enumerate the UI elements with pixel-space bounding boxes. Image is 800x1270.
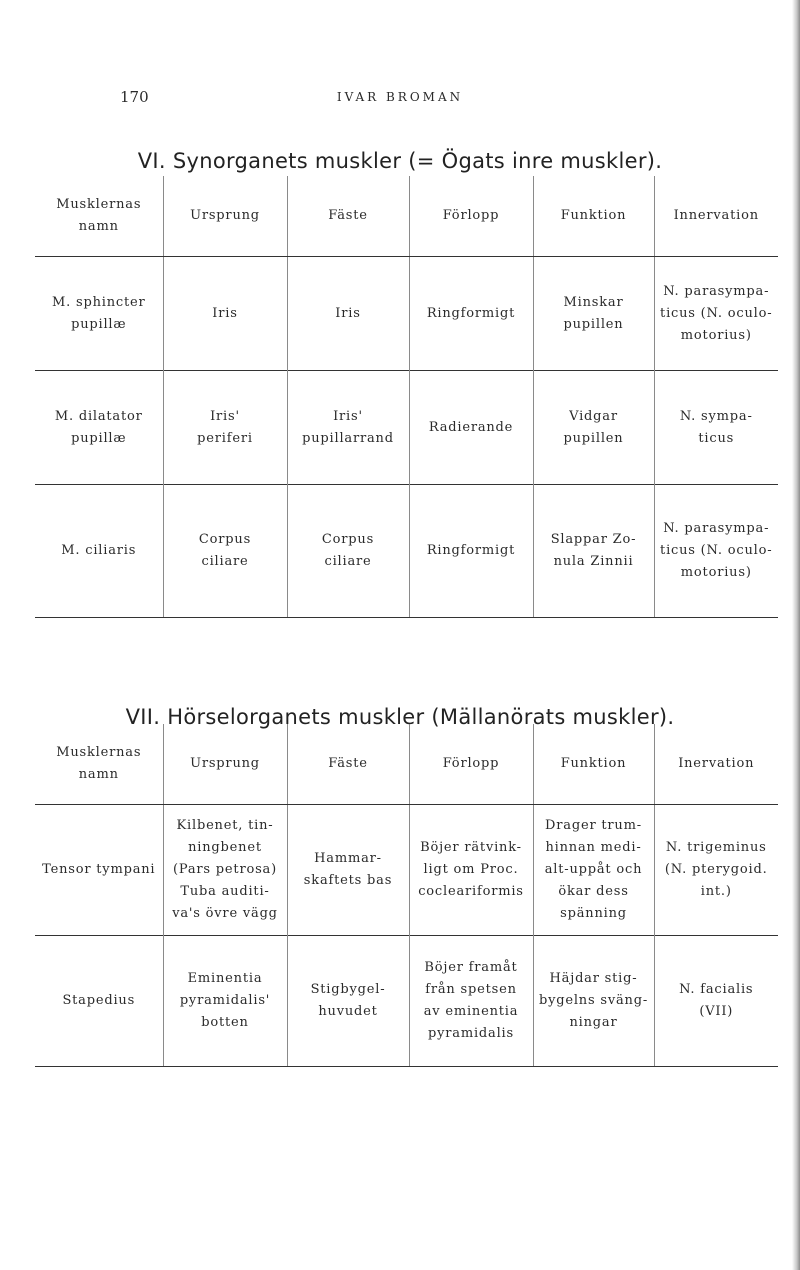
table-cell: Vidgar pupillen <box>533 371 654 485</box>
table-cell: N. parasympa- ticus (N. oculo- motorius) <box>654 485 778 618</box>
eye-muscles-table <box>35 176 778 618</box>
table-cell: Ringformigt <box>409 485 533 618</box>
table-cell: Hammar- skaftets bas <box>287 805 409 936</box>
table-cell: Drager trum- hinnan medi- alt-uppåt och ökar dess spänning <box>533 805 654 936</box>
table-row <box>35 485 778 618</box>
table-cell: N. facialis (VII) <box>654 936 778 1067</box>
table-row <box>35 936 778 1067</box>
column-header: Innervation <box>654 176 778 257</box>
table-cell: N. trigeminus (N. pterygoid. int.) <box>654 805 778 936</box>
column-header: Musklernas namn <box>35 176 163 257</box>
table-cell: M. sphincter pupillæ <box>52 294 146 332</box>
table-header-row <box>35 724 778 805</box>
table-header-row <box>35 176 778 257</box>
column-header: Fäste <box>287 724 409 805</box>
table-cell: Kilbenet, tin- ningbenet (Pars petrosa) Tuba auditi- va's övre vägg <box>163 805 287 936</box>
section-vii-title: VII. Hörselorganets muskler (Mällanörats muskler). <box>125 705 675 730</box>
column-header: Ursprung <box>163 724 287 805</box>
table-cell: N. sympa- ticus <box>654 371 778 485</box>
table-cell: Iris <box>287 257 409 371</box>
table-cell: Stigbygel- huvudet <box>287 936 409 1067</box>
table-cell: Corpus ciliare <box>287 485 409 618</box>
table-cell: Iris <box>163 257 287 371</box>
table-cell: Stapedius <box>35 936 163 1067</box>
table-row <box>35 805 778 936</box>
column-header: Förlopp <box>409 724 533 805</box>
column-header: Förlopp <box>409 176 533 257</box>
table-row <box>35 371 778 485</box>
table-cell: Iris' periferi <box>163 371 287 485</box>
column-header: Funktion <box>533 176 654 257</box>
page-edge-shadow <box>792 0 800 1270</box>
table-cell: Minskar pupillen <box>533 257 654 371</box>
column-header: Inervation <box>654 724 778 805</box>
table-cell: Slappar Zo- nula Zinnii <box>533 485 654 618</box>
running-head: IVAR BROMAN <box>336 90 464 104</box>
table-cell: Tensor tympani <box>42 862 156 877</box>
table-cell: Iris' pupillarrand <box>287 371 409 485</box>
table-row <box>35 257 778 371</box>
table-cell: Corpus ciliare <box>163 485 287 618</box>
page-number: 170 <box>120 88 149 106</box>
table-cell: Ringformigt <box>409 257 533 371</box>
table-cell: Häjdar stig- bygelns sväng- ningar <box>533 936 654 1067</box>
column-header: Fäste <box>287 176 409 257</box>
column-header: Musklernas namn <box>35 724 163 805</box>
table-cell: Radierande <box>409 371 533 485</box>
column-header: Ursprung <box>163 176 287 257</box>
table-cell: Eminentia pyramidalis' botten <box>163 936 287 1067</box>
table-cell: Böjer rätvink- ligt om Proc. cocleariformis <box>409 805 533 936</box>
table-cell: M. ciliaris <box>35 485 163 618</box>
table-cell: M. dilatator pupillæ <box>35 371 163 485</box>
ear-muscles-table <box>35 724 778 1067</box>
table-cell: N. parasympa- ticus (N. oculo- motorius) <box>654 257 778 371</box>
column-header: Funktion <box>533 724 654 805</box>
section-vi-title: VI. Synorganets muskler (= Ögats inre muskler). <box>137 149 663 174</box>
table-cell: Böjer framåt från spetsen av eminentia pyramidalis <box>409 936 533 1067</box>
